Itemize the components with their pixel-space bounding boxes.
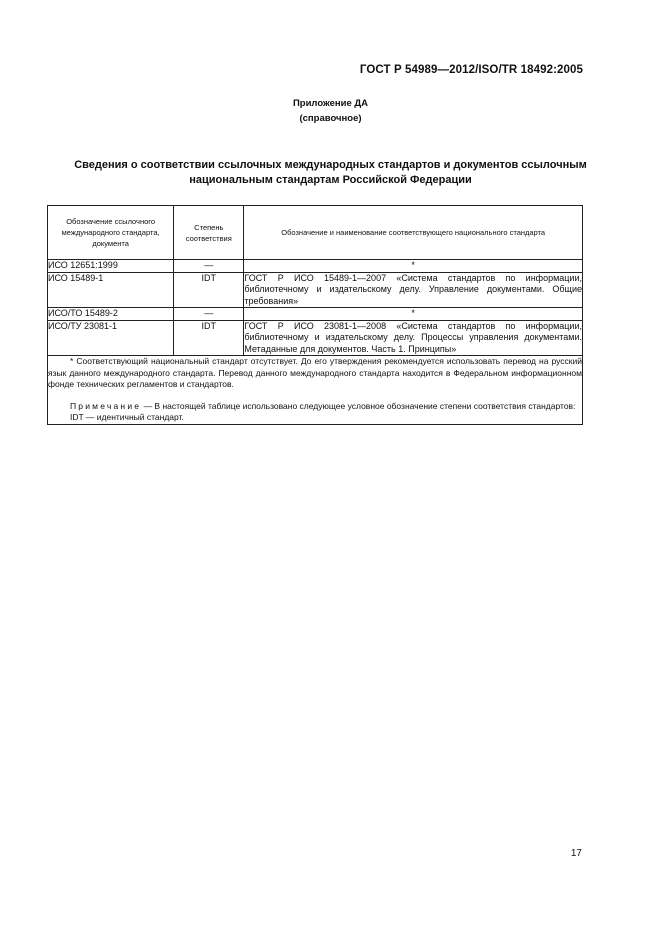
- footnote-text: * Соответствующий национальный стандарт отсутствует. До его утверждения рекомендуется использовать перевод на русский язык данного международного стандарта. Перевод данного международного стандарта находится в Федеральном информационном фонде технических регламентов и стандартов.: [48, 356, 582, 389]
- cell-designation: ИСО 12651:1999: [48, 260, 174, 273]
- standards-correspondence-table: [47, 205, 583, 425]
- table-row: [48, 308, 583, 321]
- column-header-national-standard: Обозначение и наименование соответствующего национального стандарта: [244, 206, 583, 260]
- cell-designation: ИСО/ТО 15489-2: [48, 308, 174, 321]
- page-number: 17: [570, 848, 582, 859]
- cell-national-standard: ГОСТ Р ИСО 15489-1—2007 «Система стандартов по информации, библиотечному и издательскому делу. Управление документами. Общие требования»: [244, 272, 582, 306]
- appendix-type: (справочное): [299, 113, 362, 124]
- note-paragraph: [48, 401, 582, 413]
- table-row: [48, 320, 583, 356]
- cell-designation: ИСО/ТУ 23081-1: [48, 320, 174, 356]
- appendix-heading: [0, 96, 661, 126]
- cell-national-standard: *: [244, 308, 583, 321]
- section-heading-line-2: национальным стандартам Российской Федерации: [189, 174, 472, 186]
- document-code: ГОСТ Р 54989—2012/ISO/TR 18492:2005: [359, 64, 583, 76]
- cell-degree: —: [174, 260, 244, 273]
- note-text: — В настоящей таблице использовано следующее условное обозначение степени соответствия стандартов:: [141, 400, 576, 411]
- table-header-row: [48, 206, 583, 260]
- cell-degree: IDT: [174, 320, 244, 356]
- column-header-degree: Степень соответствия: [174, 206, 244, 260]
- note-idt-definition: IDT — идентичный стандарт.: [70, 412, 184, 422]
- table-row: [48, 260, 583, 273]
- appendix-title: Приложение ДА: [292, 98, 369, 109]
- cell-national-standard: ГОСТ Р ИСО 23081-1—2008 «Система стандартов по информации, библиотечному и издательскому делу. Процессы управления документами. Метаданные для документов. Часть 1. Принципы»: [244, 320, 582, 354]
- table-row: [48, 272, 583, 308]
- section-heading: [60, 158, 601, 188]
- cell-degree: IDT: [174, 272, 244, 308]
- footnote-cell: [48, 356, 583, 425]
- column-header-designation: Обозначение ссылочного международного стандарта, документа: [48, 206, 174, 260]
- table-footnote-row: [48, 356, 583, 425]
- cell-national-standard: *: [244, 260, 583, 273]
- section-heading-line-1: Сведения о соответствии ссылочных международных стандартов и документов ссылочным: [74, 159, 587, 171]
- cell-degree: —: [174, 308, 244, 321]
- note-label: Примечание: [70, 400, 142, 411]
- cell-designation: ИСО 15489-1: [48, 272, 174, 308]
